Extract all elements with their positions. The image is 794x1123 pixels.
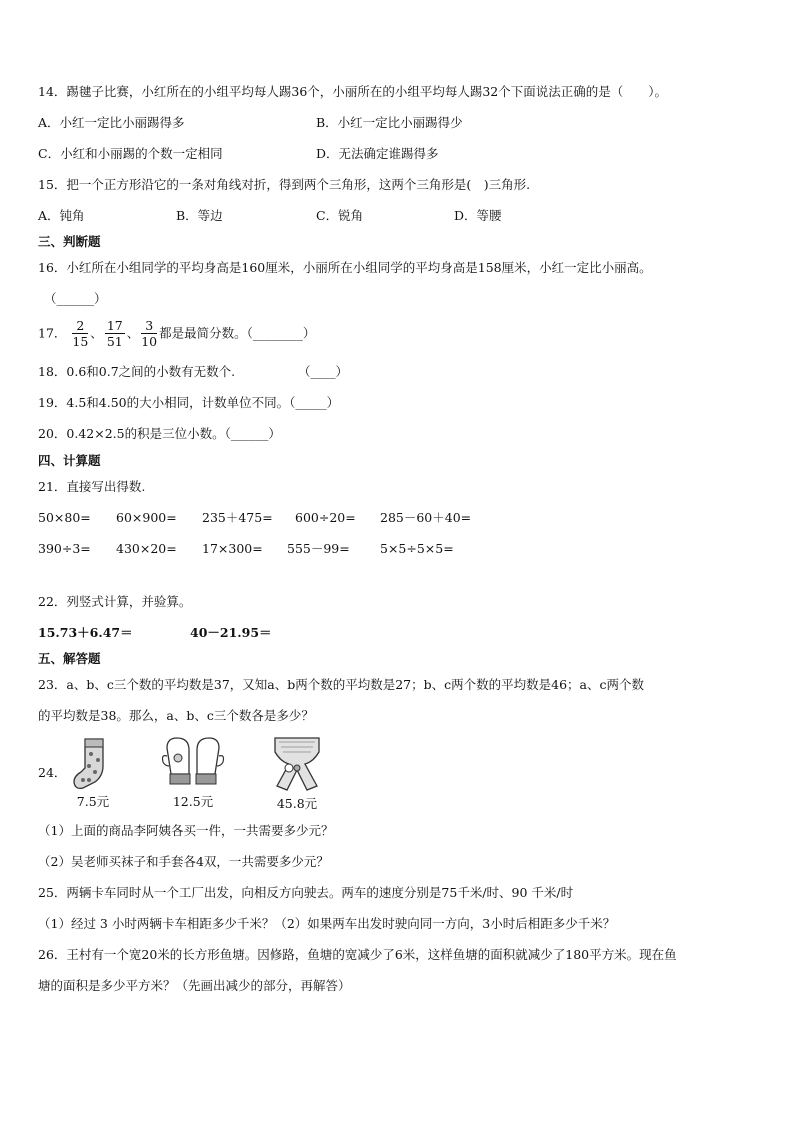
q24-sub2: （2）吴老师买袜子和手套各4双，一共需要多少元？: [38, 854, 329, 869]
q14-stem: 14．踢毽子比赛，小红所在的小组平均每人踢36个，小丽所在的小组平均每人踢32个下面说法正确的是（ ）。: [38, 84, 667, 99]
q15-option-d: D．等腰: [454, 208, 502, 223]
q24-number: 24．: [38, 765, 67, 780]
q26-line1: 26．王村有一个宽20米的长方形鱼塘。因修路，鱼塘的宽减少了6米，这样鱼塘的面积就减少了180平方米。现在鱼: [38, 947, 677, 962]
calc-item: 390÷3=: [38, 541, 91, 556]
q23-line2: 的平均数是38。那么，a、b、c三个数各是多少？: [38, 708, 314, 723]
q18-answer-blank: （____）: [298, 364, 349, 379]
sock-price: 7.5元: [76, 794, 110, 809]
q17-line: [38, 318, 315, 349]
q14-option-b: B．小红一定比小丽踢得少: [316, 115, 463, 130]
q15-option-a: A．钝角: [38, 208, 85, 223]
vertical-calc-item: 40－21.95＝: [190, 625, 272, 640]
goods-mittens: [158, 736, 228, 810]
q18-stem: 18．0.6和0.7之间的小数有无数个.: [38, 364, 236, 379]
separator: 、: [90, 325, 103, 341]
q15-option-b: B．等边: [176, 208, 223, 223]
q17-number: 17．: [38, 325, 67, 341]
fraction-3-10: $\frac{3}{10}$: [141, 318, 158, 349]
q25-sub: （1）经过 3 小时两辆卡车相距多少千米？（2）如果两车出发时驶向同一方向，3小时后相距多少千米？: [38, 916, 616, 931]
mittens-price: 12.5元: [172, 794, 214, 809]
q19-stem: 19．4.5和4.50的大小相同，计数单位不同。（_____）: [38, 395, 340, 410]
q25-stem: 25．两辆卡车同时从一个工厂出发，向相反方向驶去。两车的速度分别是75千米/时、90 千米/时: [38, 885, 574, 900]
q15-option-c: C．锐角: [316, 208, 364, 223]
calc-item: 60×900=: [116, 510, 177, 525]
goods-scarf: [262, 734, 332, 812]
q14-option-a: A．小红一定比小丽踢得多: [38, 115, 185, 130]
fraction-2-15: $\frac{2}{15}$: [72, 318, 89, 349]
section-judgment-heading: 三、判断题: [38, 234, 101, 249]
q16-stem: 16．小红所在小组同学的平均身高是160厘米，小丽所在小组同学的平均身高是158厘米，小红一定比小丽高。: [38, 260, 652, 275]
calc-item: 50×80=: [38, 510, 91, 525]
mittens-icon: [161, 736, 225, 790]
q14-option-d: D．无法确定谁踢得多: [316, 146, 439, 161]
q16-answer-blank: （______）: [44, 291, 107, 306]
separator: 、: [126, 325, 140, 341]
q22-stem: 22．列竖式计算，并验算。: [38, 594, 192, 609]
vertical-calc-item: 15.73＋6.47＝: [38, 625, 133, 640]
section-calculation-heading: 四、计算题: [38, 453, 101, 468]
calc-item: 430×20=: [116, 541, 177, 556]
q17-tail: 都是最简分数。（________）: [159, 325, 316, 341]
goods-sock: [58, 736, 128, 810]
sock-icon: [69, 736, 117, 790]
calc-item: 555－99=: [287, 541, 350, 556]
q20-stem: 20．0.42×2.5的积是三位小数。（______）: [38, 426, 281, 441]
scarf-icon: [269, 734, 325, 792]
q24-sub1: （1）上面的商品李阿姨各买一件，一共需要多少元？: [38, 823, 334, 838]
q21-stem: 21．直接写出得数.: [38, 479, 146, 494]
calc-item: 235＋475=: [202, 510, 273, 525]
fraction-17-51: $\frac{17}{51}$: [106, 318, 123, 349]
calc-item: 5×5÷5×5=: [380, 541, 454, 556]
calc-item: 600÷20=: [295, 510, 356, 525]
scarf-price: 45.8元: [276, 796, 318, 811]
calc-item: 285－60＋40=: [380, 510, 472, 525]
q23-line1: 23．a、b、c三个数的平均数是37，又知a、b两个数的平均数是27；b、c两个数的平均数是46；a、c两个数: [38, 677, 644, 692]
section-word-problems-heading: 五、解答题: [38, 651, 101, 666]
q26-line2: 塘的面积是多少平方米？（先画出减少的部分，再解答）: [38, 978, 351, 993]
q14-option-c: C．小红和小丽踢的个数一定相同: [38, 146, 223, 161]
calc-item: 17×300=: [202, 541, 263, 556]
q15-stem: 15．把一个正方形沿它的一条对角线对折，得到两个三角形，这两个三角形是( )三角形.: [38, 177, 531, 192]
